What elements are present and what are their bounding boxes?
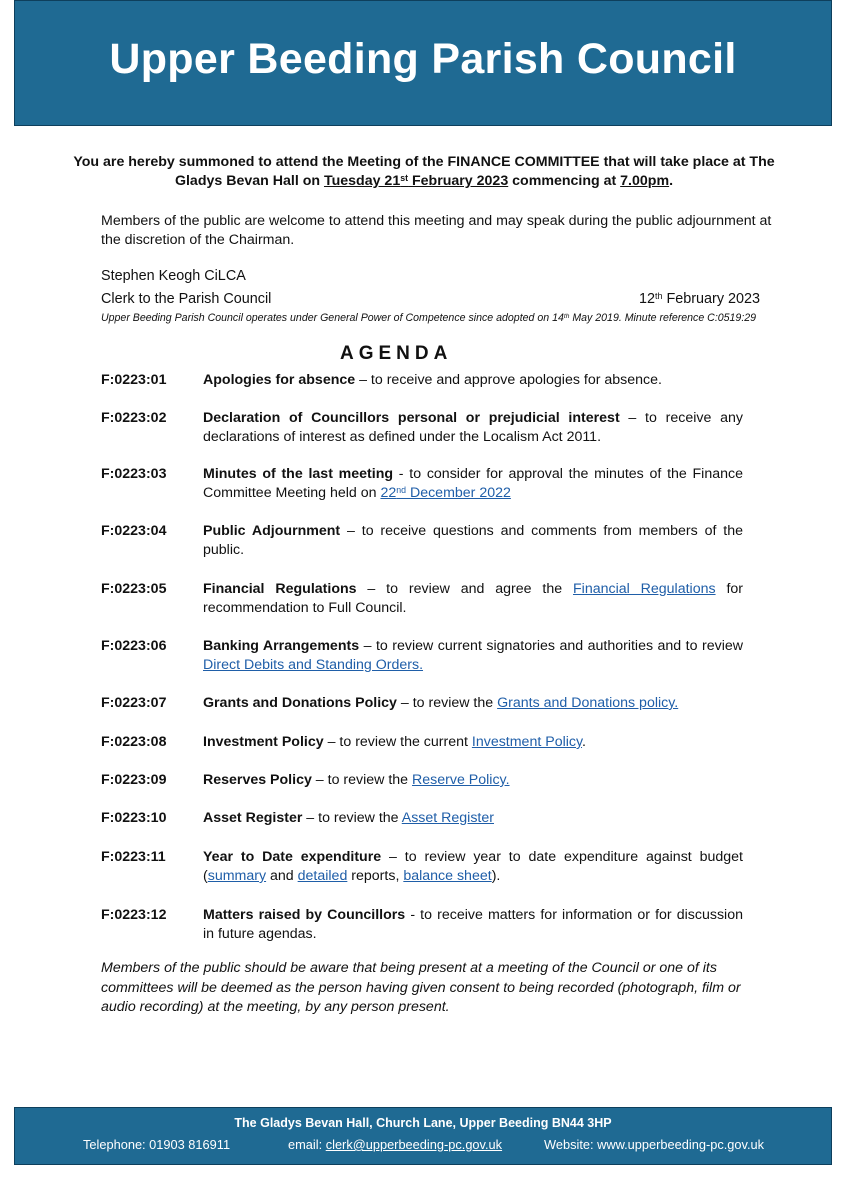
item-description: Declaration of Councillors personal or prejudicial interest – to receive any declarations of interest as defined under the Localism Act 2011.	[203, 410, 743, 445]
item-description: Minutes of the last meeting - to consider for approval the minutes of the Finance Committee Meeting held on 22nd December 2022	[203, 466, 743, 501]
clerk-title: Clerk to the Parish Council	[101, 291, 272, 307]
item-description: Financial Regulations – to review and agree the Financial Regulations for recommendation to Full Council.	[203, 581, 743, 616]
item-ref: F:0223:09	[101, 772, 167, 788]
summons-notice: You are hereby summoned to attend the Meeting of the FINANCE COMMITTEE that will take place at The Gladys Bevan Hall on Tuesday 21st February 2023 commencing at 7.00pm.	[73, 154, 775, 189]
council-title: Upper Beeding Parish Council	[109, 34, 737, 83]
reserve-policy-link[interactable]: Reserve Policy.	[412, 772, 510, 788]
clerk-name: Stephen Keogh CiLCA	[101, 268, 246, 284]
item-description: Banking Arrangements – to review current signatories and authorities and to review Direct Debits and Standing Orders.	[203, 638, 743, 673]
item-description: Grants and Donations Policy – to review the Grants and Donations policy.	[203, 695, 679, 711]
grants-policy-link[interactable]: Grants and Donations policy.	[497, 695, 679, 711]
detailed-link[interactable]: detailed	[297, 868, 348, 884]
public-note: Members of the public are welcome to attend this meeting and may speak during the public adjournment at the discretion of the Chairman.	[101, 213, 772, 248]
power-of-competence-note: Upper Beeding Parish Council operates under General Power of Competence since adopted on 14th May 2019. Minute reference C:0519:29	[101, 312, 757, 324]
financial-regulations-link[interactable]: Financial Regulations	[573, 581, 716, 597]
agenda-heading: AGENDA	[340, 343, 453, 364]
item-ref: F:0223:05	[101, 581, 167, 597]
item-ref: F:0223:03	[101, 466, 167, 482]
balance-sheet-link[interactable]: balance sheet	[403, 868, 492, 884]
item-description: Investment Policy – to review the current Investment Policy.	[203, 734, 586, 750]
item-description: Year to Date expenditure – to review year to date expenditure against budget (summary and detailed reports, balance sheet).	[203, 849, 743, 884]
summary-link[interactable]: summary	[207, 868, 267, 884]
footer-website[interactable]: Website: www.upperbeeding-pc.gov.uk	[544, 1137, 765, 1152]
item-ref: F:0223:06	[101, 638, 167, 654]
email-link[interactable]: clerk@upperbeeding-pc.gov.uk	[325, 1137, 503, 1152]
item-ref: F:0223:01	[101, 372, 167, 388]
meeting-date: Tuesday 21st February 2023	[323, 173, 509, 189]
item-ref: F:0223:08	[101, 734, 167, 750]
investment-policy-link[interactable]: Investment Policy	[471, 734, 583, 750]
footer-banner	[14, 1107, 832, 1165]
footer-telephone: Telephone: 01903 816911	[83, 1137, 231, 1152]
item-ref: F:0223:02	[101, 410, 167, 426]
footer-email: email: clerk@upperbeeding-pc.gov.uk	[288, 1137, 503, 1152]
recording-warning: Members of the public should be aware that being present at a meeting of the Council or one of its committees will be deemed as the person having given consent to being recorded (photograph, film or audio recording) at the meeting, by any person present.	[101, 960, 741, 1015]
summons-text: You are hereby summoned to attend the Meeting of the FINANCE COMMITTEE that will take place at The Gladys Bevan Hall on	[73, 154, 775, 189]
item-description: Reserves Policy – to review the Reserve Policy.	[203, 772, 510, 788]
item-description: Asset Register – to review the Asset Register	[203, 810, 494, 826]
notice-date: 12th February 2023	[639, 290, 761, 307]
item-description: Apologies for absence – to receive and approve apologies for absence.	[203, 372, 662, 388]
item-ref: F:0223:10	[101, 810, 167, 826]
meeting-time: 7.00pm	[620, 173, 670, 189]
minutes-link[interactable]: 22nd December 2022	[380, 485, 511, 501]
item-ref: F:0223:11	[101, 849, 166, 865]
direct-debits-link[interactable]: Direct Debits and Standing Orders.	[203, 657, 424, 673]
item-ref: F:0223:07	[101, 695, 167, 711]
item-description: Public Adjournment – to receive questions and comments from members of the public.	[203, 523, 743, 558]
asset-register-link[interactable]: Asset Register	[401, 810, 494, 826]
header-banner	[14, 0, 832, 126]
item-description: Matters raised by Councillors - to receive matters for information or for discussion in future agendas.	[203, 907, 743, 942]
footer-address: The Gladys Bevan Hall, Church Lane, Upper Beeding BN44 3HP	[234, 1116, 612, 1130]
item-ref: F:0223:04	[101, 523, 167, 539]
item-ref: F:0223:12	[101, 907, 167, 923]
